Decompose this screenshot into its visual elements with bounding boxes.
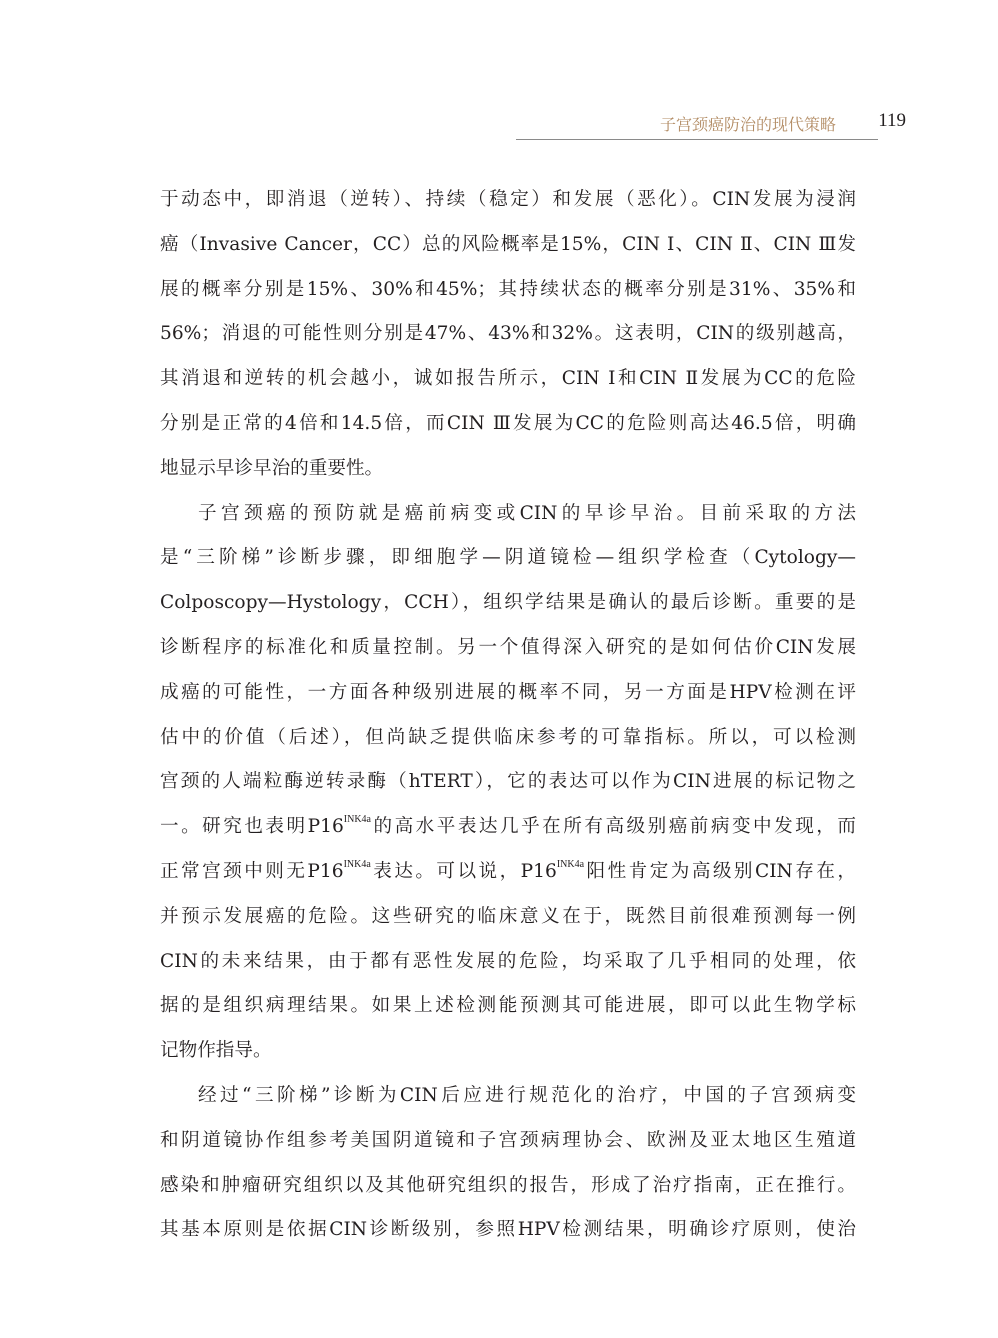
text-line: 于动态中，即消退（逆转）、持续（稳定）和发展（恶化）。CIN发展为浸润 [160, 189, 856, 210]
header-rule [516, 139, 878, 140]
text-segment: 一。研究也表明P16 [160, 816, 344, 838]
text-segment: 表达。可以说，P16 [370, 860, 557, 882]
text-line: 其消退和逆转的机会越小，诚如报告所示，CIN Ⅰ和CIN Ⅱ发展为CC的危险 [160, 368, 856, 390]
text-line: 并预示发展癌的危险。这些研究的临床意义在于，既然目前很难预测每一例 [160, 905, 856, 927]
text-segment: 正常宫颈中则无P16 [160, 860, 344, 882]
superscript-ink4a: INK4a [343, 814, 371, 826]
text-line: 据的是组织病理结果。如果上述检测能预测其可能进展，即可以此生物学标 [160, 995, 856, 1017]
text-line: 癌（Invasive Cancer，CC）总的风险概率是15%，CIN Ⅰ、CIN Ⅱ、CIN Ⅲ发 [160, 233, 856, 255]
text-line: 诊断程序的标准化和质量控制。另一个值得深入研究的是如何估价CIN发展 [160, 636, 856, 658]
text-segment: 的高水平表达几乎在所有高级别癌前病变中发现，而 [371, 816, 856, 838]
running-header-title: 子宫颈癌防治的现代策略 [660, 115, 837, 134]
text-line: 其基本原则是依据CIN诊断级别，参照HPV检测结果，明确诊疗原则，使治 [160, 1219, 856, 1241]
text-segment: 阳性肯定为高级别CIN存在， [584, 860, 857, 882]
text-line-p16 [160, 850, 856, 895]
superscript-ink4a: INK4a [343, 858, 371, 870]
text-line: 地显示早诊早治的重要性。 [160, 457, 384, 479]
text-line: 分别是正常的4倍和14.5倍，而CIN Ⅲ发展为CC的危险则高达46.5倍，明确 [160, 412, 856, 434]
text-line: 展的概率分别是15%、30%和45%；其持续状态的概率分别是31%、35%和 [160, 278, 856, 300]
superscript-ink4a: INK4a [556, 858, 585, 870]
text-line: 和阴道镜协作组参考美国阴道镜和子宫颈病理协会、欧洲及亚太地区生殖道 [160, 1129, 856, 1151]
text-line-p16 [160, 805, 856, 850]
text-line: 经过“三阶梯”诊断为CIN后应进行规范化的治疗，中国的子宫颈病变 [198, 1084, 856, 1106]
page-number: 119 [878, 110, 906, 131]
text-line: 估中的价值（后述），但尚缺乏提供临床参考的可靠指标。所以，可以检测 [160, 726, 856, 748]
text-line: CIN的未来结果，由于都有恶性发展的危险，均采取了几乎相同的处理，依 [160, 950, 856, 972]
text-line: 感染和肿瘤研究组织以及其他研究组织的报告，形成了治疗指南，正在推行。 [160, 1174, 856, 1196]
text-line: 是“三阶梯”诊断步骤，即细胞学—阴道镜检—组织学检查（Cytology— [160, 547, 856, 569]
text-line: 56%；消退的可能性则分别是47%、43%和32%。这表明，CIN的级别越高， [160, 323, 856, 345]
text-line: Colposcopy—Hystology，CCH），组织学结果是确认的最后诊断。重要的是 [160, 592, 856, 614]
text-line: 宫颈的人端粒酶逆转录酶（hTERT），它的表达可以作为CIN进展的标记物之 [160, 771, 856, 793]
body-text [160, 178, 856, 1253]
running-header [516, 108, 910, 142]
text-line: 成癌的可能性，一方面各种级别进展的概率不同，另一方面是HPV检测在评 [160, 681, 856, 703]
text-line: 记物作指导。 [160, 1040, 272, 1062]
text-line: 子宫颈癌的预防就是癌前病变或CIN的早诊早治。目前采取的方法 [198, 502, 856, 524]
